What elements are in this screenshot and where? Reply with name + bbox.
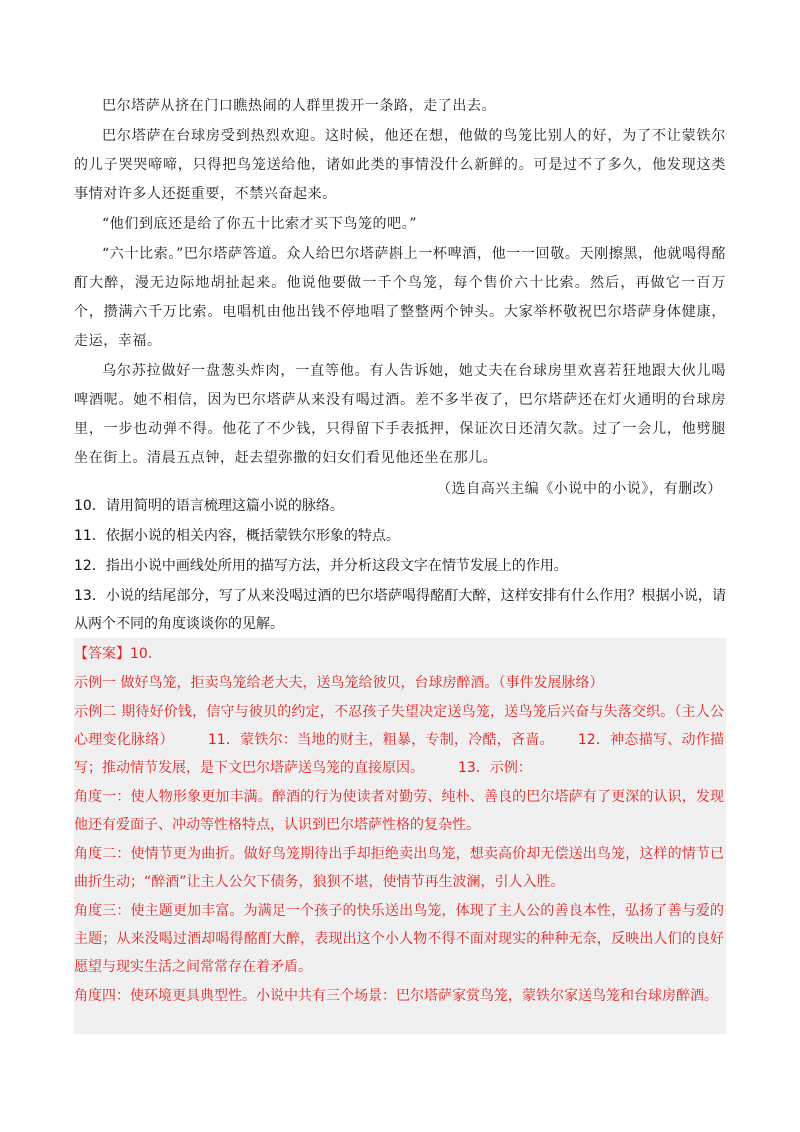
story-paragraph: “六十比索。”巴尔塔萨答道。众人给巴尔塔萨斟上一杯啤酒，他一一回敬。天刚擦黑，他就喝得酩酊大醉，漫无边际地胡扯起来。他说他要做一千个鸟笼，每个售价六十比索。然后，再做它一百万个，攒满六千万比索。电唱机由他出钱不停地唱了整整两个钟头。大家举杯敬祝巴尔塔萨身体健康，走运，幸福。 [74,246,726,349]
story-paragraph: 巴尔塔萨从挤在门口瞧热闹的人群里拨开一条路，走了出去。 [102,98,497,114]
answer-heading: 【答案】10. [74,646,153,662]
story-paragraph: 乌尔苏拉做好一盘葱头炸肉，一直等他。有人告诉她，她丈夫在台球房里欢喜若狂地跟大伙儿喝啤酒呢。她不相信，因为巴尔塔萨从来没有喝过酒。差不多半夜了，巴尔塔萨还在灯火通明的台球房里，一步也动弹不得。他花了不少钱，只得留下手表抵押，保证次日还清欠款。过了一会儿，他劈腿坐在街上。清晨五点钟，赶去望弥撒的妇女们看见他还坐在那儿。 [74,363,726,466]
story-paragraph: 巴尔塔萨在台球房受到热烈欢迎。这时候，他还在想，他做的鸟笼比别人的好，为了不让蒙铁尔的儿子哭哭啼啼，只得把鸟笼送给他，诸如此类的事情没什么新鲜的。可是过不了多久，他发现这类事情对许多人还挺重要，不禁兴奋起来。 [74,128,726,202]
question-list [74,492,726,640]
question-10: 10．请用简明的语言梳理这篇小说的脉络。 [74,498,344,514]
answer-section [74,640,724,1011]
story-paragraph: “他们到底还是给了你五十比索才买下鸟笼的吧。” [102,216,418,232]
answer-example-1: 示例一 做好鸟笼，拒卖鸟笼给老大夫，送鸟笼给彼贝，台球房醉酒。（事件发展脉络） [74,675,604,691]
story-excerpt [74,92,726,504]
answer-11: 11．蒙铁尔：当地的财主，粗暴，专制，冷酷，吝啬。 [207,732,554,748]
answer-angle-1: 角度一：使人物形象更加丰满。醉酒的行为使读者对勤劳、纯朴、善良的巴尔塔萨有了更深的认识，发现他还有爱面子、冲动等性格特点，认识到巴尔塔萨性格的复杂性。 [74,789,724,833]
question-13: 13．小说的结尾部分，写了从来没喝过酒的巴尔塔萨喝得酩酊大醉，这样安排有什么作用？根据小说，请从两个不同的角度谈谈你的见解。 [74,588,726,632]
answer-angle-2: 角度二：使情节更为曲折。做好鸟笼期待出手却拒绝卖出鸟笼，想卖高价却无偿送出鸟笼，这样的情节已曲折生动；“醉酒”让主人公欠下债务，狼狈不堪，使情节再生波澜，引人入胜。 [74,846,724,890]
answer-13-heading: 13．示例： [458,760,532,776]
question-12: 12．指出小说中画线处所用的描写方法，并分析这段文字在情节发展上的作用。 [74,558,568,574]
story-source-citation: （选自高兴主编《小说中的小说》，有删改） [437,481,722,497]
answer-example-2: 示例二 期待好价钱，信守与彼贝的约定，不忍孩子失望决定送鸟笼，送鸟笼后兴奋与失落交织。（主人公心理变化脉络） [74,704,724,748]
question-11: 11．依据小说的相关内容，概括蒙铁尔形象的特点。 [74,528,400,544]
answer-angle-4: 角度四：使环境更具典型性。小说中共有三个场景：巴尔塔萨家赏鸟笼，蒙铁尔家送鸟笼和台球房醉酒。 [74,988,718,1004]
answer-12: 12．神态描写、动作描写；推动情节发展，是下文巴尔塔萨送鸟笼的直接原因。 [74,732,724,776]
answer-examples-11-13 [74,698,724,782]
answer-angle-3: 角度三：使主题更加丰富。为满足一个孩子的快乐送出鸟笼，体现了主人公的善良本性，弘扬了善与爱的主题；从来没喝过酒却喝得酩酊大醉，表现出这个小人物不得不面对现实的种种无奈，反映出人们的良好愿望与现实生活之间常常存在着矛盾。 [74,903,724,975]
